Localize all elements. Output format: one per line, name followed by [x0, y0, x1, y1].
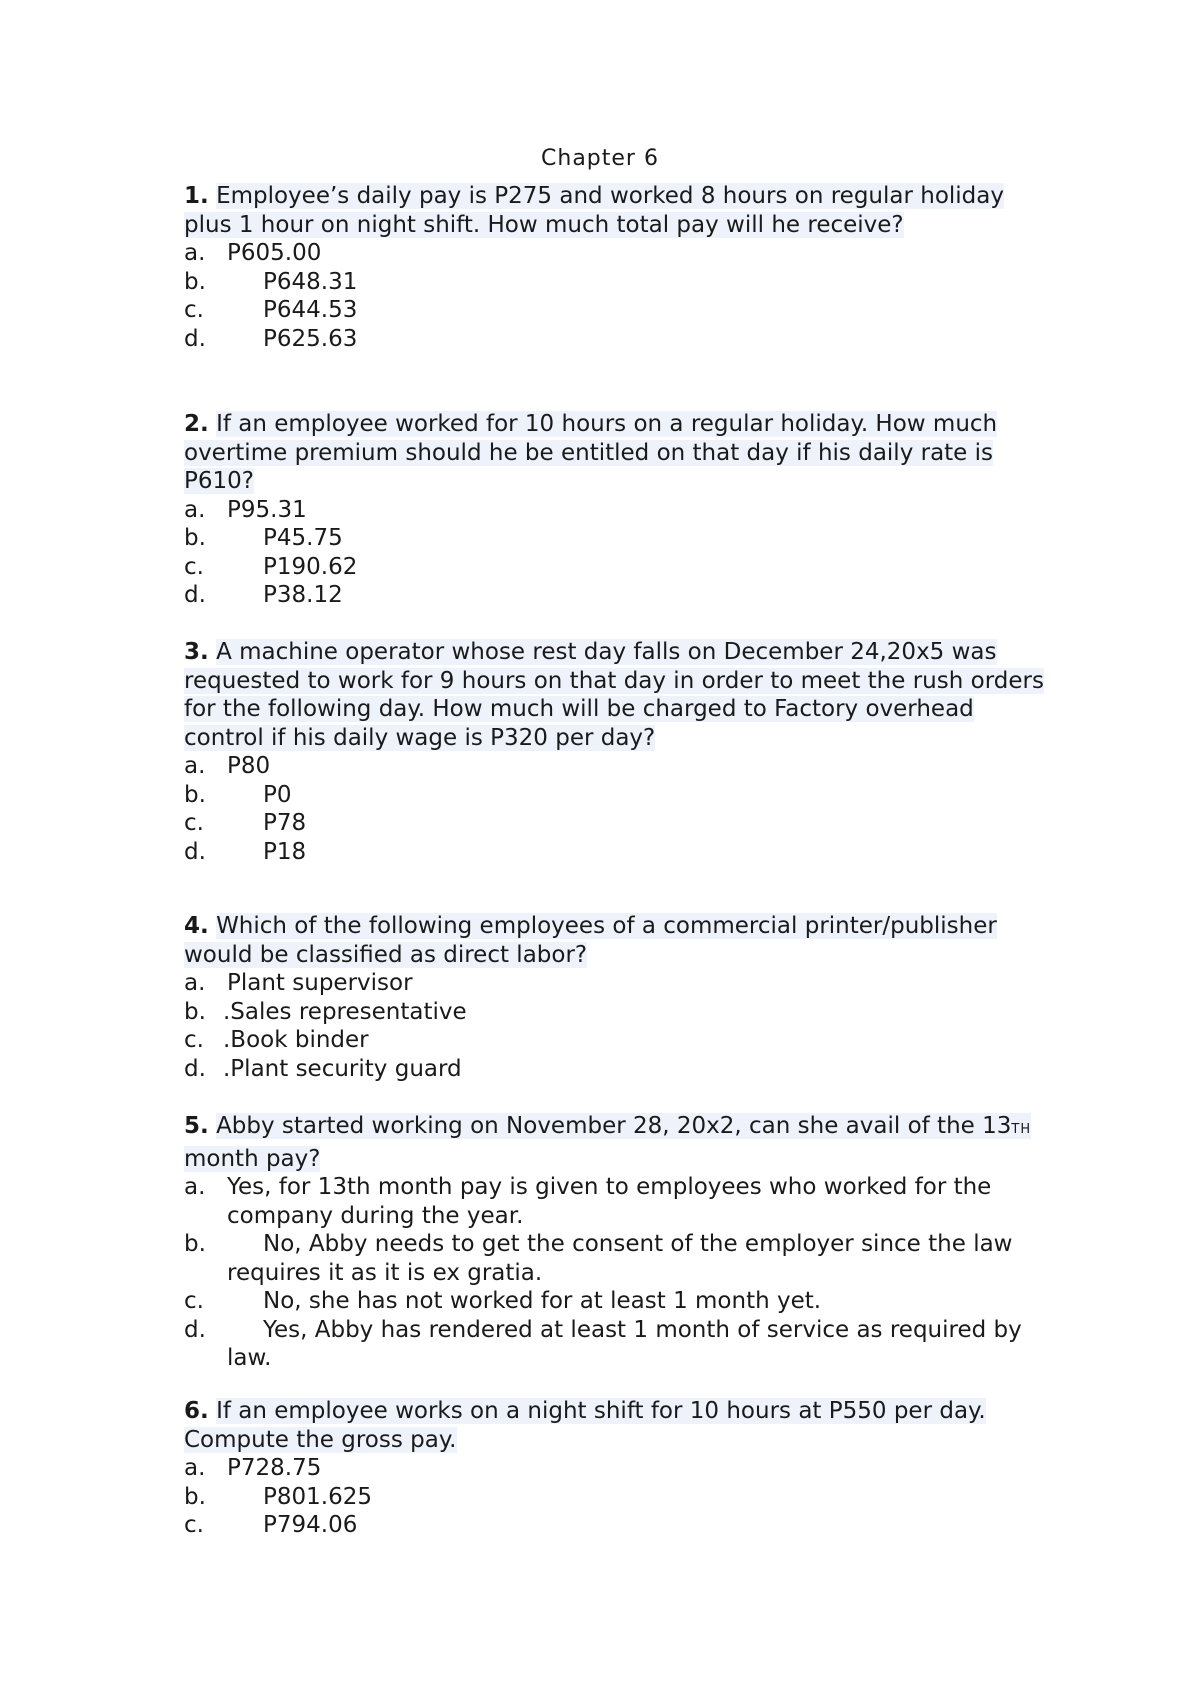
option-letter: c. — [184, 1027, 204, 1053]
option-text: P38.12 — [263, 582, 343, 608]
option-a — [184, 1173, 1044, 1230]
question-2 — [184, 410, 1044, 610]
option-b — [184, 998, 1044, 1027]
question-1 — [184, 182, 1044, 353]
option-a — [184, 752, 1044, 781]
option-b — [184, 524, 1044, 553]
question-number: 2. — [184, 411, 209, 437]
option-letter: d. — [184, 1055, 206, 1082]
option-letter: c. — [184, 1512, 204, 1538]
question-number: 3. — [184, 639, 209, 665]
option-b — [184, 268, 1044, 297]
option-d — [184, 838, 1044, 867]
option-d — [184, 1316, 1044, 1373]
question-stem — [184, 410, 1044, 496]
option-list — [184, 496, 1044, 610]
option-letter: d. — [184, 582, 206, 608]
option-c — [184, 296, 1044, 325]
option-letter: d. — [184, 325, 206, 352]
option-list — [184, 1454, 1044, 1540]
option-letter: b. — [184, 1231, 206, 1257]
option-text: P80 — [227, 753, 271, 779]
option-text: P190.62 — [263, 553, 358, 580]
question-number: 4. — [184, 913, 209, 939]
option-text: P18 — [263, 838, 307, 865]
option-b — [184, 1230, 1044, 1287]
question-stem — [184, 1112, 1044, 1173]
option-b — [184, 781, 1044, 810]
option-d — [184, 1055, 1044, 1084]
option-letter: b. — [184, 781, 206, 808]
option-c — [184, 1026, 1044, 1055]
question-stem — [184, 1397, 1044, 1454]
question-text: If an employee works on a night shift for 10 hours at P550 per day. Compute the gross pay. — [184, 1398, 986, 1453]
option-text: .Book binder — [223, 1027, 369, 1053]
option-text: P644.53 — [263, 297, 358, 323]
question-text: If an employee worked for 10 hours on a regular holiday. How much overtime premium should he be entitled on that day if his daily rate is P610? — [184, 411, 998, 494]
question-3 — [184, 638, 1044, 866]
question-text: Which of the following employees of a commercial printer/publisher would be classified as direct labor? — [184, 913, 997, 968]
option-text: P728.75 — [227, 1455, 322, 1481]
option-d — [184, 325, 1044, 354]
option-letter: c. — [184, 810, 204, 836]
option-text: Yes, for 13th month pay is given to employees who worked for the company during the year. — [227, 1174, 992, 1229]
option-text: P0 — [263, 781, 292, 808]
option-letter: c. — [184, 1288, 204, 1314]
option-letter: d. — [184, 838, 206, 865]
chapter-title: Chapter 6 — [541, 146, 659, 171]
option-d — [184, 581, 1044, 610]
option-letter: b. — [184, 268, 206, 295]
option-letter: b. — [184, 1483, 206, 1510]
question-text-part: month pay? — [184, 1145, 321, 1172]
option-c — [184, 809, 1044, 838]
option-c — [184, 553, 1044, 582]
option-a — [184, 239, 1044, 268]
option-text: No, she has not worked for at least 1 month yet. — [263, 1288, 822, 1314]
option-letter: a. — [184, 1174, 206, 1200]
option-text: P625.63 — [263, 325, 358, 352]
option-text: .Plant security guard — [223, 1055, 462, 1082]
option-letter: a. — [184, 496, 206, 523]
option-text: P95.31 — [227, 496, 307, 523]
question-text: Employee’s daily pay is P275 and worked 8 hours on regular holiday plus 1 hour on night shift. How much total pay will he receive? — [184, 183, 1004, 238]
option-letter: b. — [184, 998, 206, 1025]
option-c — [184, 1511, 1044, 1540]
option-letter: a. — [184, 753, 206, 779]
question-number: 1. — [184, 183, 209, 209]
question-number: 5. — [184, 1113, 209, 1139]
option-letter: b. — [184, 525, 206, 551]
option-letter: a. — [184, 1455, 206, 1481]
question-stem — [184, 182, 1044, 239]
option-list — [184, 969, 1044, 1083]
option-list — [184, 239, 1044, 353]
option-letter: a. — [184, 970, 206, 996]
option-letter: c. — [184, 553, 204, 580]
option-text: P45.75 — [263, 525, 343, 551]
option-text: P801.625 — [263, 1483, 372, 1510]
option-a — [184, 1454, 1044, 1483]
option-list — [184, 752, 1044, 866]
question-stem — [184, 638, 1044, 752]
option-text: .Sales representative — [223, 998, 467, 1025]
option-text: Yes, Abby has rendered at least 1 month of service as required by law. — [227, 1316, 1022, 1371]
question-text-part: Abby started working on November 28, 20x2, can she avail of the 13 — [216, 1113, 1012, 1139]
option-a — [184, 496, 1044, 525]
option-text: Plant supervisor — [227, 970, 413, 996]
question-4 — [184, 912, 1044, 1083]
option-text: P605.00 — [227, 240, 322, 266]
ordinal-suffix: TH — [1011, 1122, 1032, 1137]
option-text: P78 — [263, 810, 307, 836]
question-text: A machine operator whose rest day falls on December 24,20x5 was requested to work for 9 hours on that day in order to meet the rush orders for the following day. How much will be charged to Factory overhead control if his daily wage is P320 per day? — [184, 639, 1044, 751]
option-letter: c. — [184, 297, 204, 323]
question-stem — [184, 912, 1044, 969]
question-number: 6. — [184, 1398, 209, 1424]
option-list — [184, 1173, 1044, 1373]
option-b — [184, 1483, 1044, 1512]
option-text: P648.31 — [263, 268, 358, 295]
option-c — [184, 1287, 1044, 1316]
question-text — [184, 1113, 1031, 1172]
question-6 — [184, 1397, 1044, 1540]
option-text: No, Abby needs to get the consent of the employer since the law requires it as it is ex gratia. — [227, 1231, 1013, 1286]
question-5 — [184, 1112, 1044, 1373]
option-letter: a. — [184, 240, 206, 266]
option-a — [184, 969, 1044, 998]
option-letter: d. — [184, 1316, 206, 1343]
option-text: P794.06 — [263, 1512, 358, 1538]
